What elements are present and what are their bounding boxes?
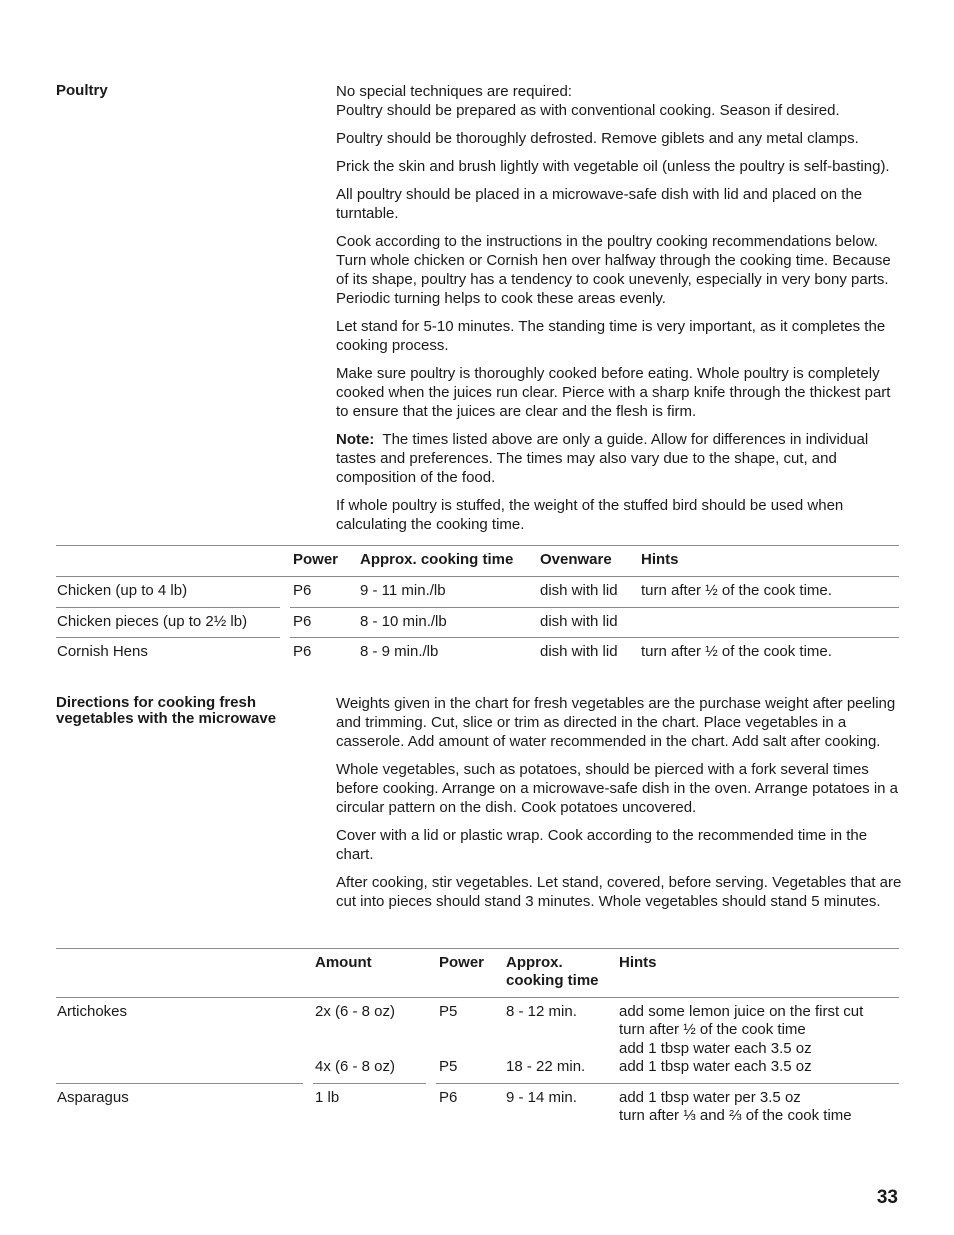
cell-ovenware: dish with lid bbox=[540, 582, 618, 599]
col-header-power: Power bbox=[439, 954, 485, 971]
vegetables-paragraph: Cover with a lid or plastic wrap. Cook according to the recommended time in the chart. bbox=[336, 827, 868, 863]
cell-vegetable: Asparagus bbox=[57, 1089, 129, 1106]
col-header-amount: Amount bbox=[315, 954, 372, 971]
vegetables-paragraph: Weights given in the chart for fresh vegetables are the purchase weight after peeling and trimming. Cut, slice or trim as directed in the chart. Place vegetables in a casserole. Add amount of water recommended in the chart. Add salt after cooking. bbox=[336, 695, 896, 750]
table-rule bbox=[313, 1083, 426, 1084]
cell-cooking-time: 9 - 14 min. bbox=[506, 1089, 577, 1106]
vegetables-heading-line: Directions for cooking fresh bbox=[56, 694, 257, 711]
cell-food: Chicken pieces (up to 2½ lb) bbox=[57, 613, 248, 630]
poultry-paragraph: All poultry should be placed in a microwave-safe dish with lid and placed on the turntable. bbox=[336, 186, 863, 222]
cell-cooking-time: 18 - 22 min. bbox=[506, 1058, 586, 1075]
cell-cooking-time: 8 - 9 min./lb bbox=[360, 643, 439, 660]
cell-hint: turn after ⅓ and ⅔ of the cook time bbox=[619, 1107, 852, 1124]
table-rule bbox=[56, 637, 280, 638]
poultry-paragraph: If whole poultry is stuffed, the weight of the stuffed bird should be used when calculating the cooking time. bbox=[336, 497, 844, 533]
poultry-paragraph: Poultry should be thoroughly defrosted. Remove giblets and any metal clamps. bbox=[336, 130, 859, 147]
table-rule bbox=[56, 1083, 303, 1084]
vegetables-paragraph: After cooking, stir vegetables. Let stand, covered, before serving. Vegetables that are cut into pieces should stand 3 minutes. Whole vegetables should stand 5 minutes. bbox=[336, 874, 902, 910]
cell-food: Chicken (up to 4 lb) bbox=[57, 582, 188, 599]
cell-ovenware: dish with lid bbox=[540, 643, 618, 660]
cell-amount: 1 lb bbox=[315, 1089, 340, 1106]
table-rule bbox=[56, 997, 899, 998]
table-rule bbox=[436, 1083, 899, 1084]
col-header-power: Power bbox=[293, 551, 339, 568]
poultry-paragraph: No special techniques are required: bbox=[336, 83, 572, 100]
cell-hint: turn after ½ of the cook time bbox=[619, 1021, 806, 1038]
cell-cooking-time: 8 - 10 min./lb bbox=[360, 613, 447, 630]
poultry-paragraph: Prick the skin and brush lightly with vegetable oil (unless the poultry is self-basting). bbox=[336, 158, 890, 175]
poultry-heading: Poultry bbox=[56, 82, 108, 99]
vegetables-heading-line: vegetables with the microwave bbox=[56, 710, 277, 727]
vegetables-paragraph: Whole vegetables, such as potatoes, should be pierced with a fork several times before cooking. Arrange on a microwave-safe dish in the oven. Arrange potatoes in a circular pattern on the dish. Cook potatoes uncovered. bbox=[336, 761, 899, 816]
col-header-ovenware: Ovenware bbox=[540, 551, 612, 568]
cell-hint: add 1 tbsp water per 3.5 oz bbox=[619, 1089, 801, 1106]
cell-food: Cornish Hens bbox=[57, 643, 148, 660]
cell-amount: 2x (6 - 8 oz) bbox=[315, 1003, 396, 1020]
cell-power: P5 bbox=[439, 1058, 458, 1075]
cell-amount: 4x (6 - 8 oz) bbox=[315, 1058, 396, 1075]
col-header-hints: Hints bbox=[619, 954, 657, 971]
note-text: The times listed above are only a guide. Allow for differences in individual tastes and preferences. The times may also vary due to the shape, cut, and composition of the food. bbox=[336, 431, 869, 486]
cell-power: P6 bbox=[293, 582, 312, 599]
cell-hint: add 1 tbsp water each 3.5 oz bbox=[619, 1040, 812, 1057]
table-rule bbox=[56, 576, 899, 577]
poultry-instructions bbox=[336, 82, 902, 543]
cell-hints: turn after ½ of the cook time. bbox=[641, 643, 832, 660]
cell-cooking-time: 9 - 11 min./lb bbox=[360, 582, 446, 599]
poultry-paragraph: Let stand for 5-10 minutes. The standing time is very important, as it completes the cooking process. bbox=[336, 318, 886, 354]
poultry-note bbox=[336, 430, 902, 487]
col-header-cooking-time: Approx. cooking time bbox=[360, 551, 514, 568]
table-rule bbox=[56, 948, 899, 949]
cell-hint: add 1 tbsp water each 3.5 oz bbox=[619, 1058, 812, 1075]
page-number: 33 bbox=[876, 1187, 898, 1208]
cell-power: P6 bbox=[439, 1089, 458, 1106]
cell-hints: turn after ½ of the cook time. bbox=[641, 582, 832, 599]
poultry-paragraph: Make sure poultry is thoroughly cooked before eating. Whole poultry is completely cooked when the juices run clear. Pierce with a sharp knife through the thickest part to ensure that the juices are clear and the flesh is firm. bbox=[336, 365, 891, 420]
vegetables-heading bbox=[56, 695, 276, 727]
note-label: Note: bbox=[336, 431, 375, 448]
cell-hint: add some lemon juice on the first cut bbox=[619, 1003, 864, 1020]
vegetables-instructions bbox=[336, 694, 902, 920]
cell-power: P5 bbox=[439, 1003, 458, 1020]
cell-cooking-time: 8 - 12 min. bbox=[506, 1003, 577, 1020]
cell-power: P6 bbox=[293, 613, 312, 630]
table-rule bbox=[56, 607, 280, 608]
table-rule bbox=[56, 545, 899, 546]
col-header-hints: Hints bbox=[641, 551, 679, 568]
cell-vegetable: Artichokes bbox=[57, 1003, 128, 1020]
col-header-cooking-time: Approx. cooking time bbox=[506, 954, 599, 989]
cell-power: P6 bbox=[293, 643, 312, 660]
table-rule bbox=[290, 607, 899, 608]
poultry-paragraph: Poultry should be prepared as with conventional cooking. Season if desired. bbox=[336, 102, 840, 119]
cell-ovenware: dish with lid bbox=[540, 613, 618, 630]
poultry-paragraph: Cook according to the instructions in the poultry cooking recommendations below. Turn whole chicken or Cornish hen over halfway through the cooking time. Because of its shape, poultry has a tendency to cook unevenly, especially in very bony parts. Periodic turning helps to cook these areas evenly. bbox=[336, 233, 891, 307]
table-rule bbox=[290, 637, 899, 638]
